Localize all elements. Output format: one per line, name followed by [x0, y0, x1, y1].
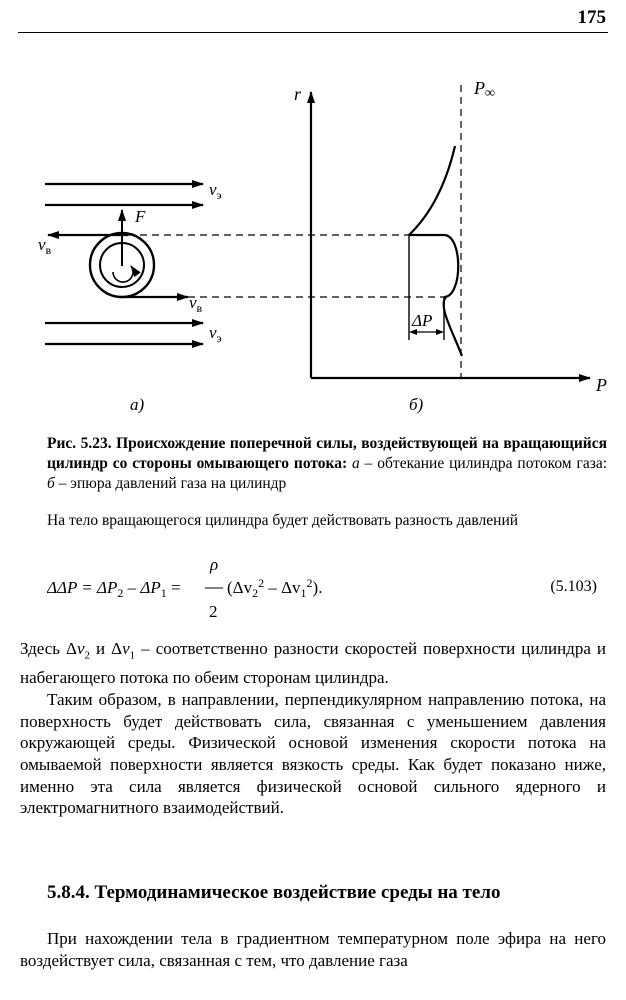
equation-formula	[47, 555, 527, 625]
figure-caption: Рис. 5.23. Происхождение поперечной силы, воздействующей на вращающийся цилиндр со стороны омывающего потока: а – обтекание цилиндра потоком газа: б – эпюра давлений газа на цилиндр	[47, 435, 608, 492]
svg-text:(Δv22 – Δv12).: $(\Delta v_2^2 - \Delta v_1^2)$.	[227, 576, 323, 600]
delta-p-arrowhead-right	[436, 329, 444, 335]
label-axis-p: P	[596, 375, 607, 395]
header-rule	[18, 32, 608, 33]
body-paragraphs	[20, 638, 606, 819]
label-b: б)	[409, 395, 424, 414]
label-vb-left: $v_в$	[38, 235, 52, 257]
label-ve-bottom: $v_э$	[209, 323, 222, 345]
section-paragraph	[20, 928, 606, 971]
label-ve-top: $v_э$	[209, 180, 222, 202]
intro-sentence: На тело вращающегося цилиндра будет действовать разность давлений	[47, 512, 519, 529]
svg-text:2: 2	[209, 602, 218, 621]
svg-text:ρ: ρ	[210, 555, 219, 574]
rotation-arrow	[113, 266, 133, 282]
paragraph-1: Здесь $\Delta v_2$ и $\Delta v_1$ – соответственно разности скоростей поверхности цилиндра и набегающего потока по обеим сторонам цилиндра.	[20, 639, 607, 688]
label-force: F	[135, 207, 146, 226]
paragraph-3: При нахождении тела в градиентном температурном поле эфира на него воздействует сила, связанная с тем, что давление газа	[20, 929, 606, 970]
figure-5-23	[0, 60, 626, 420]
paragraph-2: Таким образом, в направлении, перпендикулярном направлению потока, на поверхность будет действовать сила, связанная с уменьшением давления окружающей среды. Физической основой изменения скорости потока на омываемой поверхности является вязкость среды. Как будет показано ниже, именно эта сила является физической основой сильного ядерного и электромагнитного взаимодействий.	[20, 689, 606, 818]
label-delta-p: ΔP	[412, 311, 433, 330]
pressure-curve-lower	[444, 297, 462, 356]
label-vb-right: $v_в$	[189, 293, 203, 315]
pressure-curve-upper	[409, 146, 455, 235]
page-number: 175	[577, 7, 606, 28]
flow-diagram	[45, 184, 203, 344]
section-title: 5.8.4. Термодинамическое воздействие среды на тело	[47, 882, 501, 903]
svg-text:ΔΔP = ΔP2 – ΔP1 =: $\Delta\Delta P = \Delta P_2 - \Delta P_1$ =	[47, 578, 181, 600]
pressure-diagram	[311, 85, 590, 378]
label-axis-r: r	[294, 84, 302, 104]
pressure-curve-middle	[409, 235, 458, 297]
caption-bold: Рис. 5.23. Происхождение поперечной силы, воздействующей на вращающийся цилиндр со стороны омывающего потока:	[47, 435, 607, 472]
label-a: а)	[130, 395, 145, 414]
label-p-infinity: P∞	[474, 78, 495, 101]
equation-5-103	[47, 555, 607, 625]
equation-number: (5.103)	[550, 578, 597, 595]
